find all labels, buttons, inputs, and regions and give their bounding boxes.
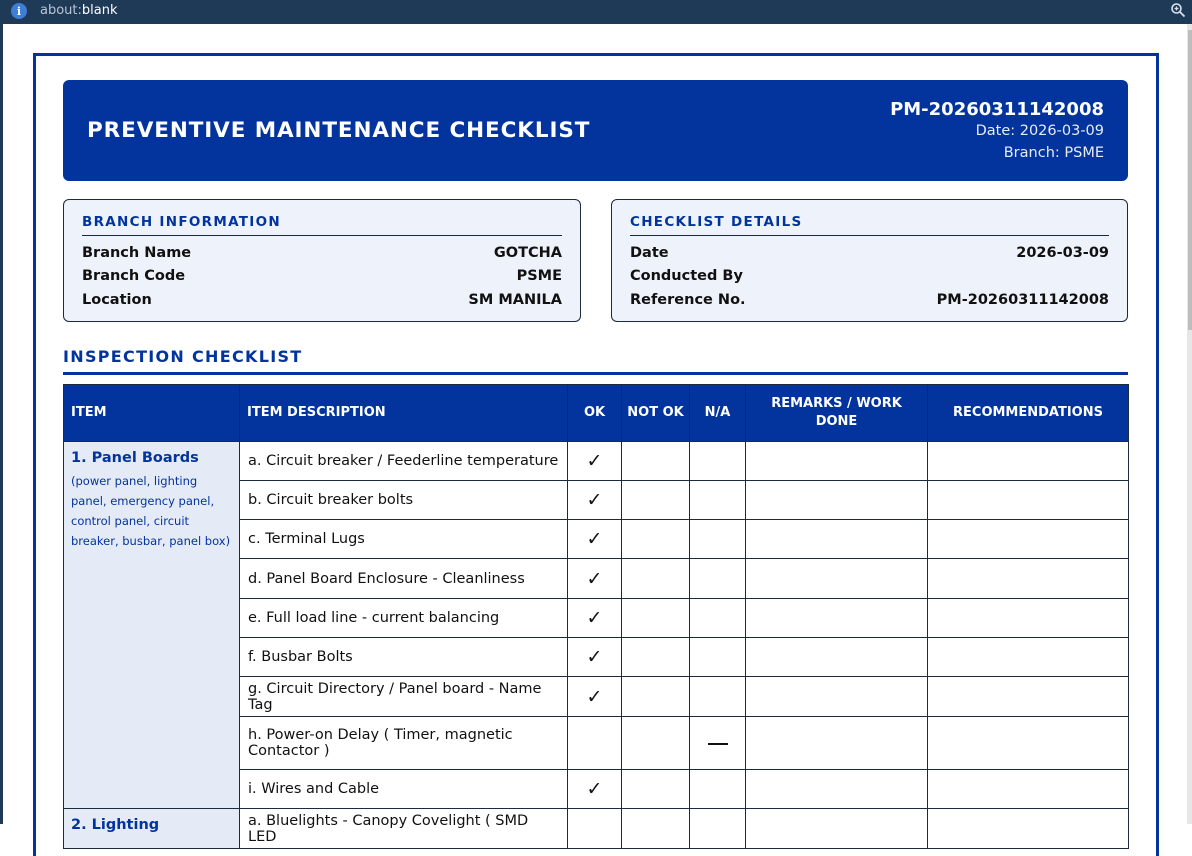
recommendations-cell[interactable] (928, 559, 1129, 599)
not-ok-cell[interactable] (622, 442, 690, 481)
item-description: g. Circuit Directory / Panel board - Name Tag (240, 677, 568, 717)
item-group-cell (64, 442, 240, 809)
ok-cell[interactable] (568, 559, 622, 599)
info-label: Location (82, 292, 152, 308)
not-ok-cell[interactable] (622, 638, 690, 677)
table-header-row (64, 385, 1129, 442)
page-title: PREVENTIVE MAINTENANCE CHECKLIST (87, 118, 591, 143)
recommendations-cell[interactable] (928, 717, 1129, 770)
item-group-cell (64, 809, 240, 849)
remarks-cell[interactable] (746, 599, 928, 638)
recommendations-cell[interactable] (928, 770, 1129, 809)
recommendations-cell[interactable] (928, 809, 1129, 849)
section-title: INSPECTION CHECKLIST (63, 347, 303, 366)
remarks-cell[interactable] (746, 481, 928, 520)
card-title: BRANCH INFORMATION (82, 214, 562, 236)
ok-cell[interactable] (568, 677, 622, 717)
dash-icon (708, 743, 728, 745)
checkmark-icon: ✓ (586, 528, 603, 550)
item-group-subtitle: (power panel, lighting panel, emergency panel, control panel, circuit breaker, busbar, panel box) (71, 474, 231, 548)
column-header: ITEM DESCRIPTION (240, 385, 568, 442)
inspection-table (63, 384, 1129, 849)
remarks-cell[interactable] (746, 638, 928, 677)
checkmark-icon: ✓ (586, 489, 603, 511)
column-header: N/A (690, 385, 746, 442)
checkmark-icon: ✓ (586, 778, 603, 800)
na-cell[interactable] (690, 520, 746, 559)
zoom-icon[interactable] (1170, 2, 1186, 18)
detail-label: Date (630, 245, 669, 261)
item-description: a. Bluelights - Canopy Covelight ( SMD LED (240, 809, 568, 849)
not-ok-cell[interactable] (622, 559, 690, 599)
reference-number: PM-20260311142008 (890, 99, 1104, 120)
column-header: OK (568, 385, 622, 442)
not-ok-cell[interactable] (622, 599, 690, 638)
info-label: Branch Name (82, 245, 192, 261)
ok-cell[interactable] (568, 638, 622, 677)
recommendations-cell[interactable] (928, 481, 1129, 520)
table-row (64, 809, 1129, 849)
item-description: d. Panel Board Enclosure - Cleanliness (240, 559, 568, 599)
header-date: Date: 2026-03-09 (975, 123, 1104, 139)
recommendations-cell[interactable] (928, 442, 1129, 481)
column-header: RECOMMENDATIONS (928, 385, 1129, 442)
detail-row (630, 245, 1109, 265)
url-page: blank (81, 3, 118, 18)
checkmark-icon: ✓ (586, 567, 603, 590)
na-cell[interactable] (690, 481, 746, 520)
ok-cell[interactable] (568, 442, 622, 481)
column-header: REMARKS / WORK DONE (746, 385, 928, 442)
detail-value: 2026-03-09 (1016, 245, 1109, 261)
table-row (64, 442, 1129, 481)
recommendations-cell[interactable] (928, 638, 1129, 677)
remarks-cell[interactable] (746, 809, 928, 849)
remarks-cell[interactable] (746, 559, 928, 599)
recommendations-cell[interactable] (928, 599, 1129, 638)
na-cell[interactable] (690, 677, 746, 717)
na-cell[interactable] (690, 638, 746, 677)
item-description: h. Power-on Delay ( Timer, magnetic Contactor ) (240, 717, 568, 770)
checkmark-icon: ✓ (586, 646, 603, 668)
info-value: PSME (516, 268, 562, 284)
na-cell[interactable] (690, 442, 746, 481)
branch-information-card (63, 199, 581, 322)
item-description: a. Circuit breaker / Feederline temperature (240, 442, 568, 481)
item-description: e. Full load line - current balancing (240, 599, 568, 638)
header-branch: Branch: PSME (1003, 145, 1104, 161)
info-value: GOTCHA (493, 245, 562, 261)
remarks-cell[interactable] (746, 770, 928, 809)
remarks-cell[interactable] (746, 442, 928, 481)
not-ok-cell[interactable] (622, 520, 690, 559)
ok-cell[interactable] (568, 809, 622, 849)
section-divider (63, 372, 1128, 375)
checkmark-icon: ✓ (586, 607, 603, 629)
checklist-details-card (611, 199, 1128, 322)
remarks-cell[interactable] (746, 677, 928, 717)
column-header: ITEM (64, 385, 240, 442)
checkmark-icon: ✓ (586, 450, 603, 472)
remarks-cell[interactable] (746, 520, 928, 559)
window-edge (0, 24, 3, 824)
na-cell[interactable] (690, 770, 746, 809)
item-description: b. Circuit breaker bolts (240, 481, 568, 520)
recommendations-cell[interactable] (928, 520, 1129, 559)
ok-cell[interactable] (568, 599, 622, 638)
item-description: f. Busbar Bolts (240, 638, 568, 677)
browser-address-bar[interactable] (0, 0, 1192, 24)
address-url[interactable] (40, 3, 118, 18)
document-header (63, 80, 1128, 181)
scrollbar-thumb[interactable] (1188, 30, 1192, 330)
ok-cell[interactable] (568, 520, 622, 559)
column-header: NOT OK (622, 385, 690, 442)
checkmark-icon: ✓ (586, 685, 603, 708)
not-ok-cell[interactable] (622, 677, 690, 717)
detail-row (630, 268, 1109, 288)
detail-label: Reference No. (630, 292, 746, 308)
ok-cell[interactable] (568, 481, 622, 520)
info-row (82, 268, 562, 288)
recommendations-cell[interactable] (928, 677, 1129, 717)
not-ok-cell[interactable] (622, 770, 690, 809)
not-ok-cell[interactable] (622, 481, 690, 520)
not-ok-cell[interactable] (622, 809, 690, 849)
ok-cell[interactable] (568, 717, 622, 770)
na-cell[interactable] (690, 809, 746, 849)
not-ok-cell[interactable] (622, 717, 690, 770)
detail-row (630, 292, 1109, 312)
info-label: Branch Code (82, 268, 186, 284)
na-cell[interactable] (690, 717, 746, 770)
info-icon[interactable]: i (11, 3, 27, 19)
info-row (82, 292, 562, 312)
item-description: i. Wires and Cable (240, 770, 568, 809)
na-cell[interactable] (690, 599, 746, 638)
info-row (82, 245, 562, 265)
na-cell[interactable] (690, 559, 746, 599)
remarks-cell[interactable] (746, 717, 928, 770)
item-group-title: 1. Panel Boards (71, 450, 199, 466)
detail-label: Conducted By (630, 268, 743, 284)
detail-value: PM-20260311142008 (936, 292, 1109, 308)
card-title: CHECKLIST DETAILS (630, 214, 1109, 236)
url-scheme: about: (40, 3, 82, 18)
item-group-title: 2. Lighting (71, 817, 160, 833)
info-value: SM MANILA (468, 292, 562, 308)
item-description: c. Terminal Lugs (240, 520, 568, 559)
ok-cell[interactable] (568, 770, 622, 809)
